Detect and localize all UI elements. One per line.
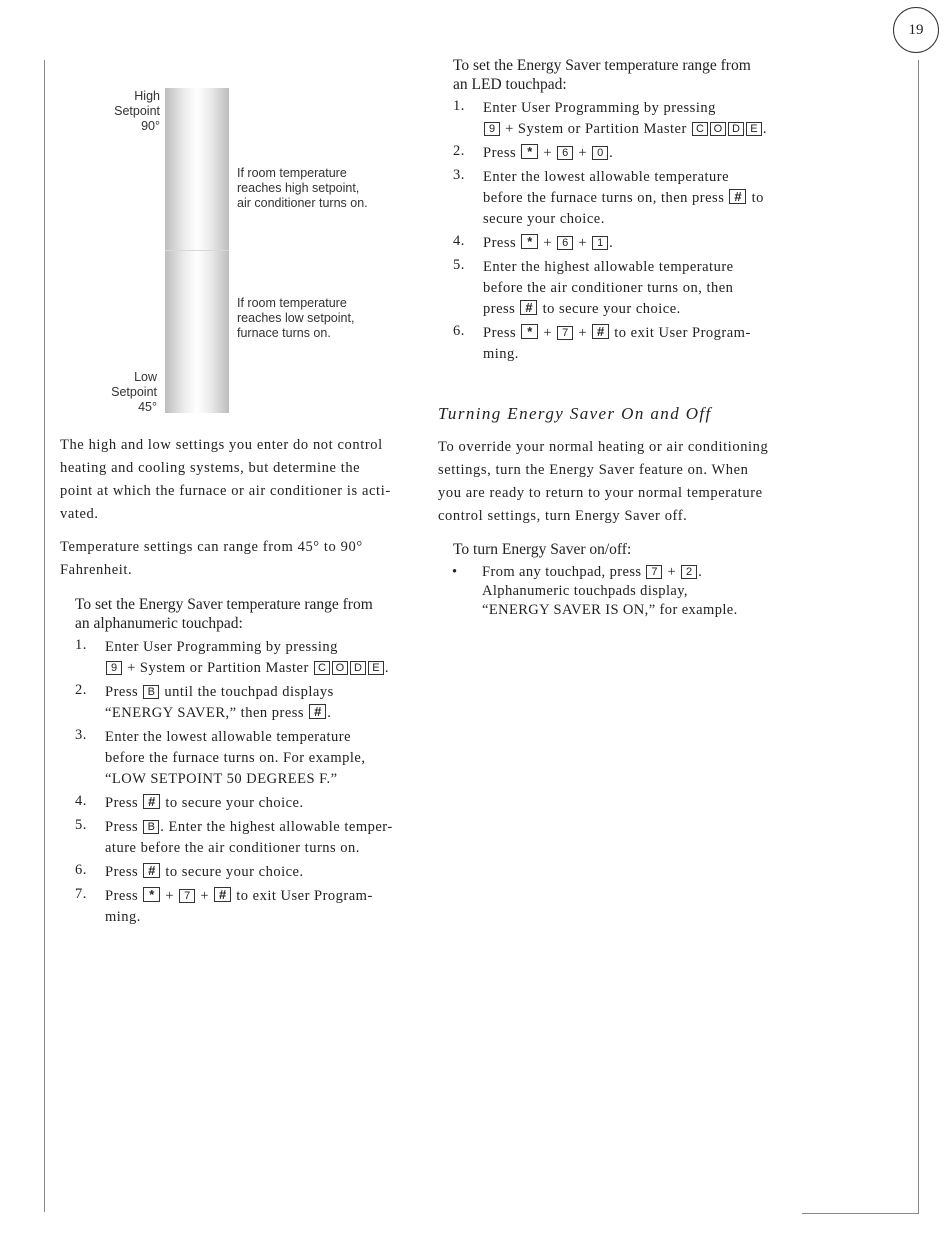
step-line (483, 299, 767, 320)
step-text: + (574, 235, 592, 251)
step-line (483, 209, 767, 230)
step-text: before the furnace turns on. For example, (105, 750, 366, 766)
step-number: 5. (75, 817, 87, 833)
alphanumeric-steps-list (75, 637, 393, 931)
step-item (453, 143, 767, 164)
step-text: + (574, 145, 592, 161)
step-text: “ENERGY SAVER IS ON,” for example. (482, 602, 738, 618)
keypad-key-icon: # (309, 704, 326, 719)
step-text: ming. (483, 346, 519, 362)
bullet-line (482, 582, 738, 601)
step-line (483, 167, 767, 188)
keypad-key-icon: 7 (646, 565, 662, 579)
step-item (75, 727, 393, 790)
step-text: Press (483, 235, 521, 251)
step-text: ature before the air conditioner turns on. (105, 840, 360, 856)
keypad-key-icon: 7 (557, 326, 573, 340)
step-item (453, 167, 767, 230)
step-line (105, 817, 393, 838)
keypad-key-icon: D (350, 661, 366, 675)
keypad-key-icon: # (592, 324, 609, 339)
keypad-key-icon: 9 (484, 122, 500, 136)
step-number: 4. (75, 793, 87, 809)
led-steps-list (453, 98, 767, 368)
step-line (105, 682, 393, 703)
step-text: Enter User Programming by pressing (483, 100, 716, 116)
step-text: secure your choice. (483, 211, 605, 227)
step-text: Enter the highest allowable temperature (483, 259, 734, 275)
step-text: press (483, 301, 520, 317)
step-text: Press (483, 325, 521, 341)
keypad-key-icon: # (520, 300, 537, 315)
alphanumeric-instructions-heading: To set the Energy Saver temperature range from an alphanumeric touchpad: (75, 596, 373, 632)
step-number: 1. (75, 637, 87, 653)
step-text: Press (105, 864, 143, 880)
bullet-line (482, 563, 738, 582)
step-text: + (539, 235, 557, 251)
keypad-key-icon: # (143, 863, 160, 878)
step-text: + (574, 325, 592, 341)
step-text: Press (105, 888, 143, 904)
step-line (105, 838, 393, 859)
step-line (483, 233, 767, 254)
step-item (75, 862, 393, 883)
step-line (105, 727, 393, 748)
step-text: before the furnace turns on, then press (483, 190, 729, 206)
keypad-key-icon: 9 (106, 661, 122, 675)
step-line (105, 886, 393, 907)
override-paragraph: To override your normal heating or air conditioning settings, turn the Energy Saver feature on. When you are ready to return to your normal temperature control settings, turn Energy Saver off. (438, 439, 769, 524)
step-text: . (384, 660, 390, 676)
step-line (483, 119, 767, 140)
step-text: to secure your choice. (161, 795, 304, 811)
step-line (483, 98, 767, 119)
step-text: until the touchpad displays (160, 684, 334, 700)
step-text: Press (483, 145, 521, 161)
toggle-instructions-heading: To turn Energy Saver on/off: (453, 541, 632, 558)
step-line (483, 278, 767, 299)
step-text: Enter User Programming by pressing (105, 639, 338, 655)
step-text: Enter the lowest allowable temperature (483, 169, 730, 185)
step-text: . Enter the highest allowable temper- (160, 819, 393, 835)
left-margin-rule (44, 60, 45, 1212)
keypad-key-icon: B (143, 820, 159, 834)
step-item (75, 886, 393, 928)
step-line (105, 748, 393, 769)
step-line (483, 188, 767, 209)
keypad-key-icon: * (521, 144, 538, 159)
step-text: . (609, 235, 614, 251)
step-item (75, 817, 393, 859)
keypad-key-icon: D (728, 122, 744, 136)
step-text: to secure your choice. (538, 301, 681, 317)
step-text: “LOW SETPOINT 50 DEGREES F.” (105, 771, 338, 787)
step-line (105, 658, 393, 679)
bullet-line (482, 601, 738, 620)
step-text: . (698, 564, 703, 580)
keypad-key-icon: E (368, 661, 384, 675)
bottom-margin-rule (802, 1213, 919, 1214)
step-text: “ENERGY SAVER,” then press (105, 705, 309, 721)
step-text: Press (105, 819, 143, 835)
step-text: to (747, 190, 764, 206)
step-line (483, 323, 767, 344)
step-text: + System or Partition Master (123, 660, 313, 676)
step-item (453, 323, 767, 365)
keypad-key-icon: # (214, 887, 231, 902)
step-item (453, 257, 767, 320)
keypad-key-icon: 6 (557, 146, 573, 160)
keypad-key-icon: 7 (179, 889, 195, 903)
step-line (105, 907, 393, 928)
step-item (75, 637, 393, 679)
step-text: Press (105, 795, 143, 811)
keypad-key-icon: O (710, 122, 726, 136)
step-line (105, 703, 393, 724)
step-text: to exit User Program- (610, 325, 751, 341)
right-margin-rule (918, 60, 919, 1213)
step-text: + (161, 888, 179, 904)
bullet-mark: • (452, 564, 458, 580)
step-line (483, 143, 767, 164)
step-line (483, 344, 767, 365)
step-text: Enter the lowest allowable temperature (105, 729, 352, 745)
keypad-key-icon: 1 (592, 236, 608, 250)
step-number: 5. (453, 257, 465, 273)
keypad-key-icon: 0 (592, 146, 608, 160)
keypad-key-icon: # (143, 794, 160, 809)
step-text: . (327, 705, 332, 721)
keypad-key-icon: C (692, 122, 708, 136)
step-line (105, 769, 393, 790)
step-number: 6. (453, 323, 465, 339)
keypad-key-icon: O (332, 661, 348, 675)
keypad-key-icon: * (521, 324, 538, 339)
keypad-key-icon: E (746, 122, 762, 136)
step-text: before the air conditioner turns on, then (483, 280, 734, 296)
keypad-key-icon: C (314, 661, 330, 675)
step-text: + (196, 888, 214, 904)
step-text: to secure your choice. (161, 864, 304, 880)
step-text: Press (105, 684, 143, 700)
page-number: 19 (893, 7, 939, 53)
step-number: 4. (453, 233, 465, 249)
step-text: to exit User Program- (232, 888, 373, 904)
step-number: 2. (75, 682, 87, 698)
step-line (105, 793, 393, 814)
step-line (105, 862, 393, 883)
step-text: ming. (105, 909, 141, 925)
keypad-key-icon: * (521, 234, 538, 249)
low-setpoint-note: If room temperature reaches low setpoint, furnace turns on. (237, 296, 355, 340)
keypad-key-icon: 2 (681, 565, 697, 579)
step-text: . (762, 121, 768, 137)
temperature-range-paragraph: Temperature settings can range from 45° to 90° Fahrenheit. (60, 539, 363, 578)
settings-explanation-paragraph: The high and low settings you enter do not control heating and cooling systems, but determine the point at which the furnace or air conditioner is acti- vated. (60, 437, 391, 522)
step-number: 2. (453, 143, 465, 159)
keypad-key-icon: B (143, 685, 159, 699)
step-number: 3. (75, 727, 87, 743)
step-text: . (609, 145, 614, 161)
high-setpoint-label: High Setpoint 90° (114, 89, 160, 133)
step-line (105, 637, 393, 658)
step-text: + System or Partition Master (501, 121, 691, 137)
step-text: + (539, 325, 557, 341)
section-heading: Turning Energy Saver On and Off (438, 404, 712, 423)
step-item (453, 233, 767, 254)
step-text: + (663, 564, 681, 580)
toggle-bullet-item (452, 563, 738, 620)
step-item (75, 682, 393, 724)
step-text: Alphanumeric touchpads display, (482, 583, 688, 599)
step-item (453, 98, 767, 140)
led-instructions-heading: To set the Energy Saver temperature range from an LED touchpad: (453, 57, 751, 93)
step-number: 3. (453, 167, 465, 183)
step-number: 6. (75, 862, 87, 878)
step-number: 7. (75, 886, 87, 902)
low-setpoint-label: Low Setpoint 45° (111, 370, 157, 414)
high-setpoint-note: If room temperature reaches high setpoint, air conditioner turns on. (237, 166, 368, 210)
step-line (483, 257, 767, 278)
step-item (75, 793, 393, 814)
keypad-key-icon: # (729, 189, 746, 204)
keypad-key-icon: * (143, 887, 160, 902)
keypad-key-icon: 6 (557, 236, 573, 250)
step-number: 1. (453, 98, 465, 114)
setpoint-midline (165, 250, 229, 251)
step-text: From any touchpad, press (482, 564, 646, 580)
step-text: + (539, 145, 557, 161)
